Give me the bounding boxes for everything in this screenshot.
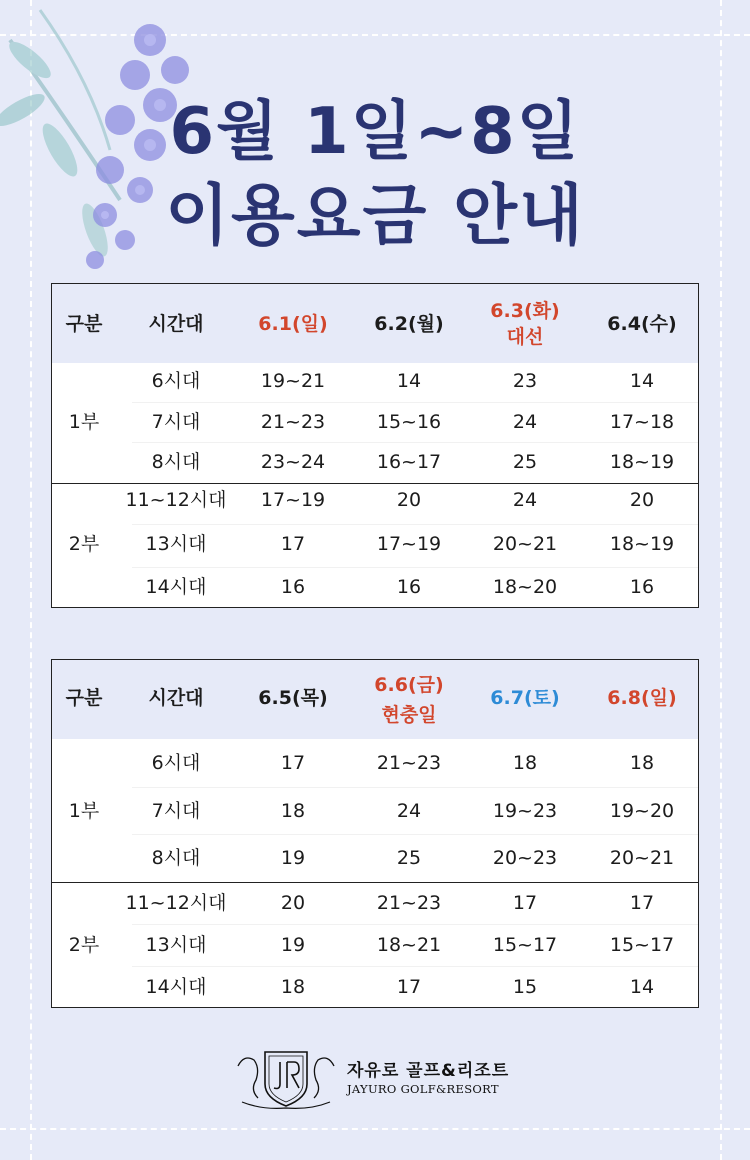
logo-english: JAYURO GOLF&RESORT	[347, 1082, 499, 1096]
price-cell: 17	[512, 892, 538, 914]
price-cell: 20	[396, 489, 422, 511]
price-cell: 20~21	[609, 847, 675, 869]
price-cell: 18~20	[492, 576, 558, 598]
price-cell: 17	[629, 892, 655, 914]
price-cell: 24	[512, 489, 538, 511]
price-cell: 14	[396, 370, 422, 392]
price-cell: 17~19	[260, 489, 326, 511]
group-divider	[52, 483, 698, 484]
header-date: 6.1(일)	[258, 313, 328, 335]
price-cell: 16	[629, 576, 655, 598]
price-cell: 20~21	[492, 533, 558, 555]
time-slot: 13시대	[145, 533, 207, 555]
price-cell: 14	[629, 370, 655, 392]
header-date: 6.5(목)	[258, 687, 328, 709]
group-divider	[52, 882, 698, 883]
price-cell: 16	[280, 576, 306, 598]
price-cell: 19~21	[260, 370, 326, 392]
price-cell: 15	[512, 976, 538, 998]
header-date: 6.7(토)	[490, 687, 560, 709]
row-separator	[132, 442, 698, 443]
price-cell: 24	[396, 800, 422, 822]
price-cell: 15~16	[376, 411, 442, 433]
group-label: 1부	[68, 411, 100, 433]
time-slot: 7시대	[151, 411, 201, 433]
header-date: 6.8(일)	[607, 687, 677, 709]
page-title-line2: 이용요금 안내	[165, 177, 585, 254]
price-cell: 18	[280, 800, 306, 822]
row-separator	[132, 567, 698, 568]
price-cell: 21~23	[376, 892, 442, 914]
price-cell: 15~17	[609, 934, 675, 956]
price-cell: 19~23	[492, 800, 558, 822]
price-cell: 18~19	[609, 533, 675, 555]
price-cell: 23~24	[260, 451, 326, 473]
price-cell: 21~23	[376, 752, 442, 774]
header-note: 현충일	[381, 704, 437, 726]
price-cell: 15~17	[492, 934, 558, 956]
price-table-week2	[51, 659, 699, 1008]
price-cell: 19	[280, 934, 306, 956]
price-cell: 24	[512, 411, 538, 433]
price-cell: 17~18	[609, 411, 675, 433]
price-cell: 21~23	[260, 411, 326, 433]
row-separator	[132, 787, 698, 788]
frame-dash-bottom	[0, 1128, 750, 1130]
time-slot: 14시대	[145, 576, 207, 598]
price-cell: 16	[396, 576, 422, 598]
price-table-week1	[51, 283, 699, 608]
row-separator	[132, 834, 698, 835]
price-cell: 25	[512, 451, 538, 473]
time-slot: 6시대	[151, 370, 201, 392]
price-cell: 17	[280, 533, 306, 555]
row-separator	[132, 924, 698, 925]
page-title-line1: 6월 1일~8일	[169, 95, 581, 169]
header-date: 6.2(월)	[374, 313, 444, 335]
header-date: 6.6(금)	[374, 674, 444, 696]
price-cell: 20	[280, 892, 306, 914]
time-slot: 6시대	[151, 752, 201, 774]
header-time: 시간대	[148, 313, 204, 335]
price-cell: 17~19	[376, 533, 442, 555]
price-cell: 18~21	[376, 934, 442, 956]
price-cell: 17	[396, 976, 422, 998]
price-cell: 18	[512, 752, 538, 774]
logo-korean: 자유로 골프&리조트	[347, 1061, 510, 1081]
price-cell: 19	[280, 847, 306, 869]
price-cell: 18~19	[609, 451, 675, 473]
header-date: 6.4(수)	[607, 313, 677, 335]
price-cell: 14	[629, 976, 655, 998]
group-label: 1부	[68, 800, 100, 822]
header-time: 시간대	[148, 687, 204, 709]
jr-crest-icon	[232, 1046, 340, 1110]
price-cell: 18	[280, 976, 306, 998]
header-note: 대선	[506, 326, 544, 348]
header-division: 구분	[65, 313, 103, 335]
price-cell: 20~23	[492, 847, 558, 869]
row-separator	[132, 966, 698, 967]
price-cell: 16~17	[376, 451, 442, 473]
time-slot: 7시대	[151, 800, 201, 822]
time-slot: 8시대	[151, 451, 201, 473]
group-label: 2부	[68, 533, 100, 555]
price-cell: 20	[629, 489, 655, 511]
price-cell: 18	[629, 752, 655, 774]
header-division: 구분	[65, 687, 103, 709]
price-cell: 25	[396, 847, 422, 869]
time-slot: 14시대	[145, 976, 207, 998]
time-slot: 8시대	[151, 847, 201, 869]
row-separator	[132, 524, 698, 525]
time-slot: 11~12시대	[125, 489, 227, 511]
time-slot: 13시대	[145, 934, 207, 956]
price-cell: 23	[512, 370, 538, 392]
group-label: 2부	[68, 934, 100, 956]
header-date: 6.3(화)	[490, 300, 560, 322]
price-cell: 19~20	[609, 800, 675, 822]
row-separator	[132, 402, 698, 403]
price-cell: 17	[280, 752, 306, 774]
time-slot: 11~12시대	[125, 892, 227, 914]
